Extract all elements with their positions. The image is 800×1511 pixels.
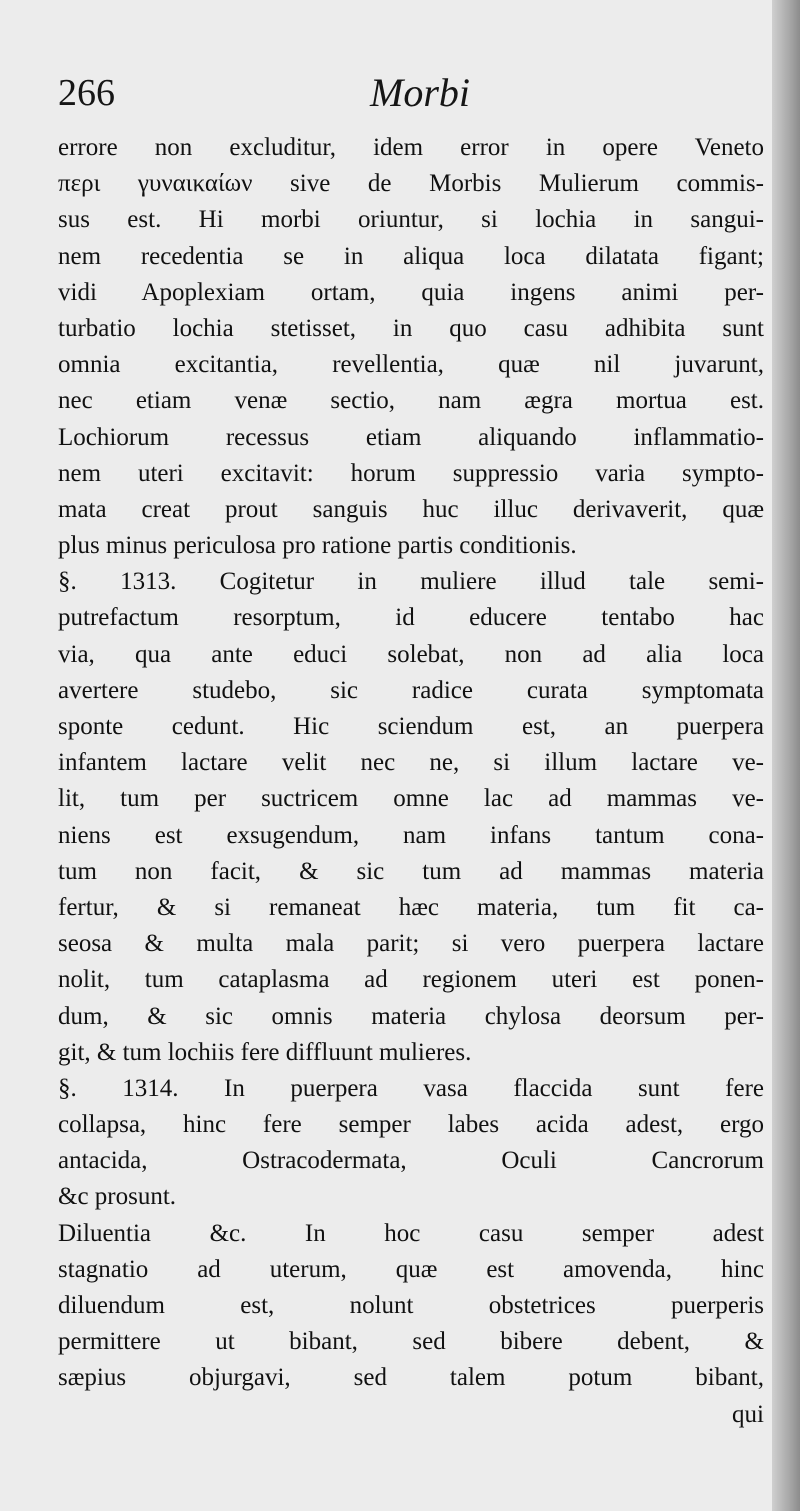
text-line: seosa & multa mala parit; si vero puerpera lactare xyxy=(58,930,764,958)
text-line: lit, tum per suctricem omne lac ad mammas ve- xyxy=(58,785,764,813)
text-line: infantem lactare velit nec ne, si illum lactare ve- xyxy=(58,749,764,777)
text-line: dum, & sic omnis materia chylosa deorsum per- xyxy=(58,1002,764,1030)
text-line: Diluentia &c. In hoc casu semper adest xyxy=(58,1219,764,1247)
page-header xyxy=(58,66,764,126)
text-line: περι γυναικαίων sive de Morbis Mulierum commis- xyxy=(58,170,764,198)
text-line: antacida, Ostracodermata, Oculi Cancrorum xyxy=(58,1147,764,1175)
page-number: 266 xyxy=(58,72,115,114)
text-line: git, & tum lochiis fere diffluunt mulieres. xyxy=(58,1038,472,1066)
text-line: tum non facit, & sic tum ad mammas materia xyxy=(58,857,764,885)
text-line: errore non excluditur, idem error in opere Veneto xyxy=(58,134,764,161)
text-line: nec etiam venæ sectio, nam ægra mortua est. xyxy=(58,387,764,415)
text-line: Lochiorum recessus etiam aliquando inflammatio- xyxy=(58,423,764,451)
text-line: collapsa, hinc fere semper labes acida adest, ergo xyxy=(58,1111,764,1139)
catchword: qui xyxy=(732,1400,764,1428)
text-line: vidi Apoplexiam ortam, quia ingens animi per- xyxy=(58,278,764,306)
text-line: putrefactum resorptum, id educere tentabo hac xyxy=(58,604,764,632)
page-edge-shadow xyxy=(772,0,800,1511)
text-line: sus est. Hi morbi oriuntur, si lochia in sangui- xyxy=(58,206,764,234)
text-line: sponte cedunt. Hic sciendum est, an puerpera xyxy=(58,713,764,740)
text-line: stagnatio ad uterum, quæ est amovenda, hinc xyxy=(58,1255,764,1283)
text-line: avertere studebo, sic radice curata symptomata xyxy=(58,676,764,704)
running-title: Morbi xyxy=(370,70,470,115)
text-line: plus minus periculosa pro ratione partis conditionis. xyxy=(58,532,577,560)
text-line: turbatio lochia stetisset, in quo casu adhibita sunt xyxy=(58,314,764,342)
text-line: omnia excitantia, revellentia, quæ nil juvarunt, xyxy=(58,351,764,379)
text-line: nem uteri excitavit: horum suppressio varia sympto- xyxy=(58,459,764,487)
text-line: diluendum est, nolunt obstetrices puerperis xyxy=(58,1292,764,1319)
body-text xyxy=(58,130,764,1433)
text-line: §. 1313. Cogitetur in muliere illud tale semi- xyxy=(58,568,764,596)
text-line: mata creat prout sanguis huc illuc derivaverit, quæ xyxy=(58,495,764,523)
text-line: niens est exsugendum, nam infans tantum cona- xyxy=(58,821,764,849)
text-line: &c prosunt. xyxy=(58,1183,177,1211)
text-line: fertur, & si remaneat hæc materia, tum fit ca- xyxy=(58,893,764,921)
text-line: §. 1314. In puerpera vasa flaccida sunt fere xyxy=(58,1074,764,1102)
text-line: via, qua ante educi solebat, non ad alia loca xyxy=(58,640,764,668)
text-line: nem recedentia se in aliqua loca dilatata figant; xyxy=(58,242,764,270)
text-line: sæpius objurgavi, sed talem potum bibant, xyxy=(58,1364,764,1392)
text-line: permittere ut bibant, sed bibere debent, & xyxy=(58,1328,764,1356)
text-line: nolit, tum cataplasma ad regionem uteri est ponen- xyxy=(58,966,764,994)
